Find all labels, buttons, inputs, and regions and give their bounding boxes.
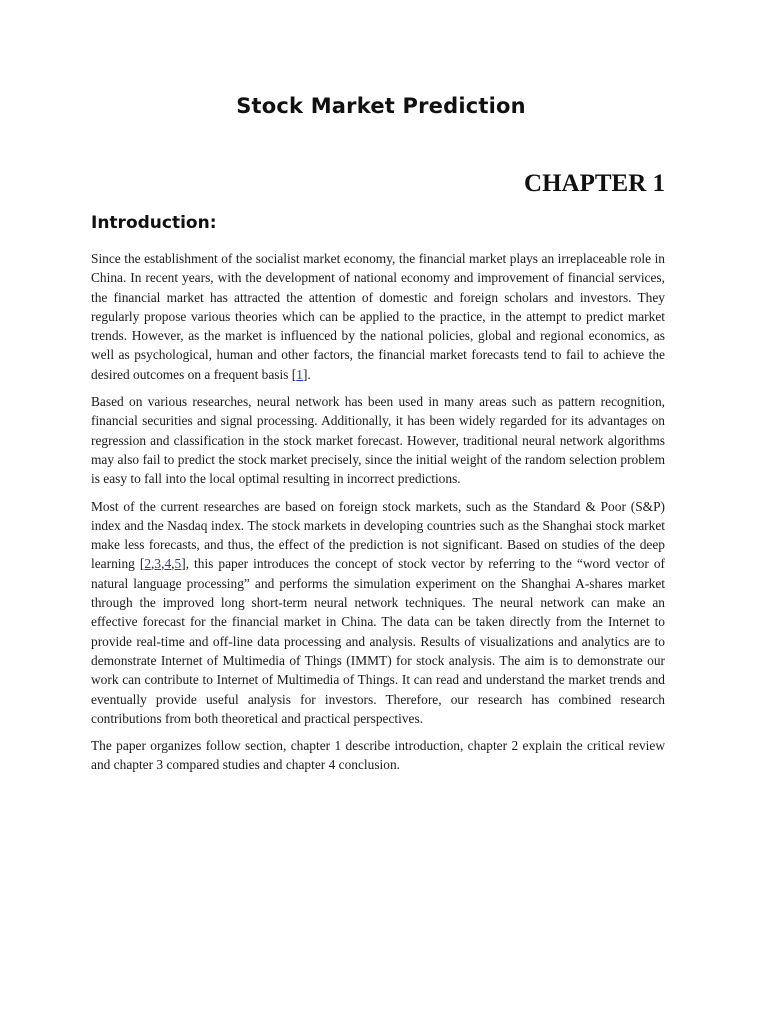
citation-link-3[interactable]: 3 [154, 556, 162, 572]
paragraph-1 [91, 249, 665, 384]
paragraph-1-end: ]. [302, 366, 311, 382]
paragraph-1-text: Since the establishment of the socialist market economy, the financial market plays an irreplaceable role in China. In recent years, with the development of national economy and improvement of financial services, the financial market has attracted the attention of domestic and foreign scholars and investors. They regularly propose various theories which can be applied to the practice, in the attempt to predict market trends. However, as the market is influenced by the national policies, global and regional economics, as well as psychological, human and other factors, the financial market forecasts tend to fail to achieve the desired outcomes on a frequent basis [ [91, 251, 665, 382]
chapter-heading: CHAPTER 1 [524, 170, 665, 197]
paragraph-2: Based on various researches, neural network has been used in many areas such as pattern recognition, financial securities and signal processing. Additionally, it has been widely regarded for its advantages on regression and classification in the stock market forecast. However, traditional neural network algorithms may also fail to predict the stock market precisely, since the initial weight of the random selection problem is easy to fall into the local optimal resulting in incorrect predictions. [91, 394, 665, 487]
paragraph-3-text-b: ], this paper introduces the concept of stock vector by referring to the “word vector of natural language processing” and performs the simulation experiment on the Shanghai A-shares market through the improved long short-term neural network techniques. The neural network can make an effective forecast for the financial market in China. The data can be taken directly from the Internet to provide real-time and off-line data processing and analysis. Results of visualizations and analytics are to demonstrate Internet of Multimedia of Things (IMMT) for stock analysis. The aim is to demonstrate our work can contribute to Internet of Multimedia of Things. It can read and understand the market trends and eventually provide useful analysis for investors. Therefore, our research has combined research contributions from both theoretical and practical perspectives. [91, 556, 665, 726]
paragraph-4: The paper organizes follow section, chapter 1 describe introduction, chapter 2 explain the critical review and chapter 3 compared studies and chapter 4 conclusion. [91, 738, 665, 773]
citation-separator: , [171, 556, 175, 572]
document-title: Stock Market Prediction [236, 94, 526, 118]
citation-link-5[interactable]: 5 [174, 556, 182, 572]
section-heading-introduction: Introduction: [91, 213, 217, 233]
body-text [91, 249, 665, 783]
citation-link-2[interactable]: 2 [144, 556, 152, 572]
paragraph-3-text-a: Most of the current researches are based on foreign stock markets, such as the Standard & Poor (S&P) index and the Nasdaq index. The stock markets in developing countries such as the Shanghai stock market make less forecasts, and thus, the effect of the prediction is not significant. Based on studies of the deep learning [ [91, 498, 665, 572]
citation-link-1[interactable]: 1 [296, 366, 303, 382]
citation-separator: , [161, 556, 165, 572]
citation-link-4[interactable]: 4 [164, 556, 172, 572]
citation-separator: , [151, 556, 155, 572]
paragraph-3 [91, 497, 665, 729]
